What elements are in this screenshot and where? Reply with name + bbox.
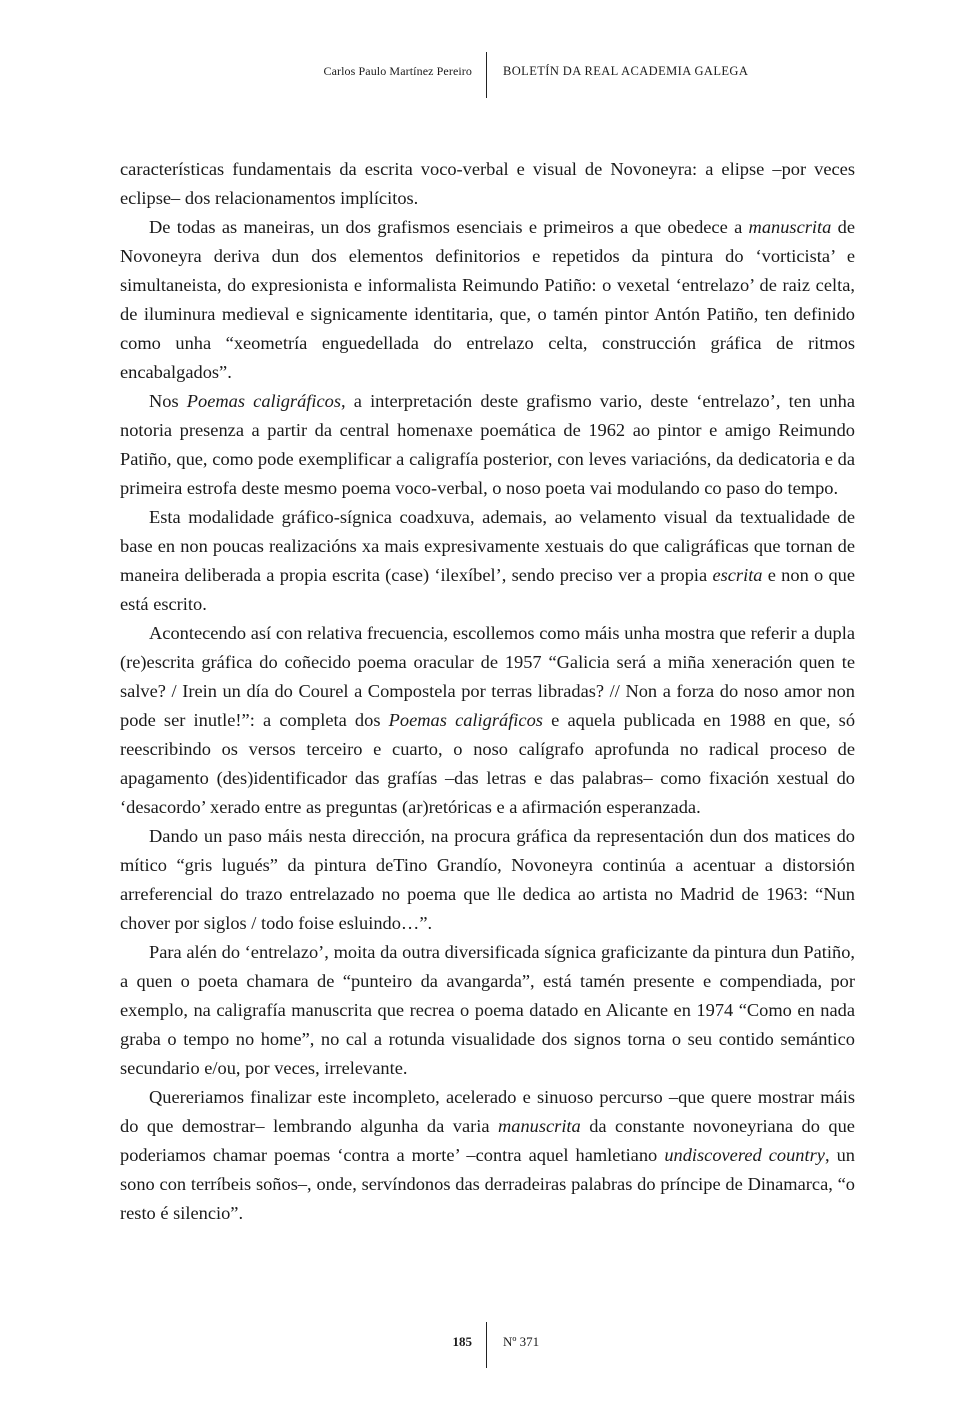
text-segment: e non o que está escrito.: [120, 565, 856, 614]
text-segment: Dando un paso máis nesta dirección, na procura gráfica da representación dun dos matices do mítico “gris lugués” da pintura deTino Grandío, Novoneyra continúa a acentuar a distorsión arreferencial do trazo entrelazado no poema que lle dedica ao artista no Madrid de 1963: “Nun chover por siglos / todo foise esluindo…”.: [120, 826, 855, 933]
header-journal-title: BOLETÍN DA REAL ACADEMIA GALEGA: [503, 64, 749, 78]
body-text: [120, 155, 855, 1228]
issue-number: Nº 371: [503, 1334, 540, 1349]
italic-term: manuscrita: [748, 217, 832, 237]
paragraph: [120, 387, 855, 503]
footer-divider: [486, 1322, 487, 1368]
paragraph: [120, 619, 855, 822]
paragraph: [120, 822, 855, 938]
paragraph: [120, 155, 855, 213]
text-segment: de Novoneyra deriva dun dos elementos definitorios e repetidos da pintura do ‘vorticista’ e simultaneista, do expresionista e informalista Reimundo Patiño: o vexetal ‘entrelazo’ de raiz celta, de iluminura medieval e signicamente identitaria, que, o tamén pintor Antón Patiño, ten definido como unha “xeometría enguedellada do entrelazo celta, construcción gráfica de ritmos encabalgados”.: [120, 217, 855, 382]
italic-title: Poemas caligráficos: [186, 391, 342, 411]
text-segment: características fundamentais da escrita voco-verbal e visual de Novoneyra: a elipse –por veces eclipse– dos relacionamentos implícitos.: [120, 159, 855, 208]
text-segment: , a interpretación deste grafismo vario, deste ‘entrelazo’, ten unha notoria presenza a partir da central homenaxe poemática de 1962 ao pintor e amigo Reimundo Patiño, que, como pode exemplificar a caligrafía posterior, con leves variacións, da dedicatoria e da primeira estrofa deste mesmo poema voco-verbal, o noso poeta vai modulando co paso do tempo.: [120, 391, 855, 498]
text-segment: Nos: [149, 391, 187, 411]
italic-term: escrita: [712, 565, 763, 585]
text-segment: e aquela publicada en 1988 en que, só reescribindo os versos terceiro e cuarto, o noso calígrafo aprofunda no radical proceso de apagamento (des)identificador das grafías –das letras e das palabras– como fixación xestual do ‘desacordo’ xerado entre as preguntas (ar)retóricas e a afirmación esperanzada.: [120, 710, 856, 817]
header-divider: [486, 52, 487, 98]
paragraph: [120, 503, 855, 619]
text-segment: , un sono con terríbeis soños–, onde, servíndonos das derradeiras palabras do príncipe de Dinamarca, “o resto é silencio”.: [120, 1145, 855, 1223]
paragraph: [120, 1083, 855, 1228]
text-segment: Para alén do ‘entrelazo’, moita da outra diversificada sígnica graficizante da pintura dun Patiño, a quen o poeta chamara de “punteiro da avangarda”, está tamén presente e compendiada, por exemplo, na caligrafía manuscrita que recrea o poema datado en Alicante en 1974 “Como en nada graba o tempo no home”, no cal a rotunda visualidade dos signos torna o seu contido semántico secundario e/ou, por veces, irrelevante.: [120, 942, 855, 1078]
text-segment: Esta modalidade gráfico-sígnica coadxuva, ademais, ao velamento visual da textualidade de base en non poucas realizacións xa mais expresivamente xestuais do que caligráficas que tornan de maneira deliberada a propia escrita (case) ‘ilexíbel’, sendo preciso ver a propia: [120, 507, 855, 585]
header-author: Carlos Paulo Martínez Pereiro: [323, 64, 472, 78]
text-segment: Quereriamos finalizar este incompleto, acelerado e sinuoso percurso –que quere mostrar máis do que demostrar– lembrando algunha da varia: [120, 1087, 855, 1136]
text-segment: Acontecendo así con relativa frecuencia, escollemos como máis unha mostra que referir a dupla (re)escrita gráfica do coñecido poema oracular de 1957 “Galicia será a miña xeneración quen te salve? / Irein un día do Courel a Compostela por terras libradas? // Non a forza do noso amor non pode ser inutle!”: a completa dos: [120, 623, 855, 730]
paragraph: [120, 213, 855, 387]
italic-quote: undiscovered country: [664, 1145, 825, 1165]
text-segment: da constante novoneyriana do que poderiamos chamar poemas ‘contra a morte’ –contra aquel hamletiano: [120, 1116, 855, 1165]
running-footer: [0, 1322, 975, 1368]
paragraph: [120, 938, 855, 1083]
page-number: 185: [452, 1334, 472, 1349]
italic-title: Poemas caligráficos: [388, 710, 543, 730]
text-segment: De todas as maneiras, un dos grafismos esenciais e primeiros a que obedece a: [149, 217, 749, 237]
running-header: [0, 52, 975, 98]
italic-term: manuscrita: [497, 1116, 581, 1136]
